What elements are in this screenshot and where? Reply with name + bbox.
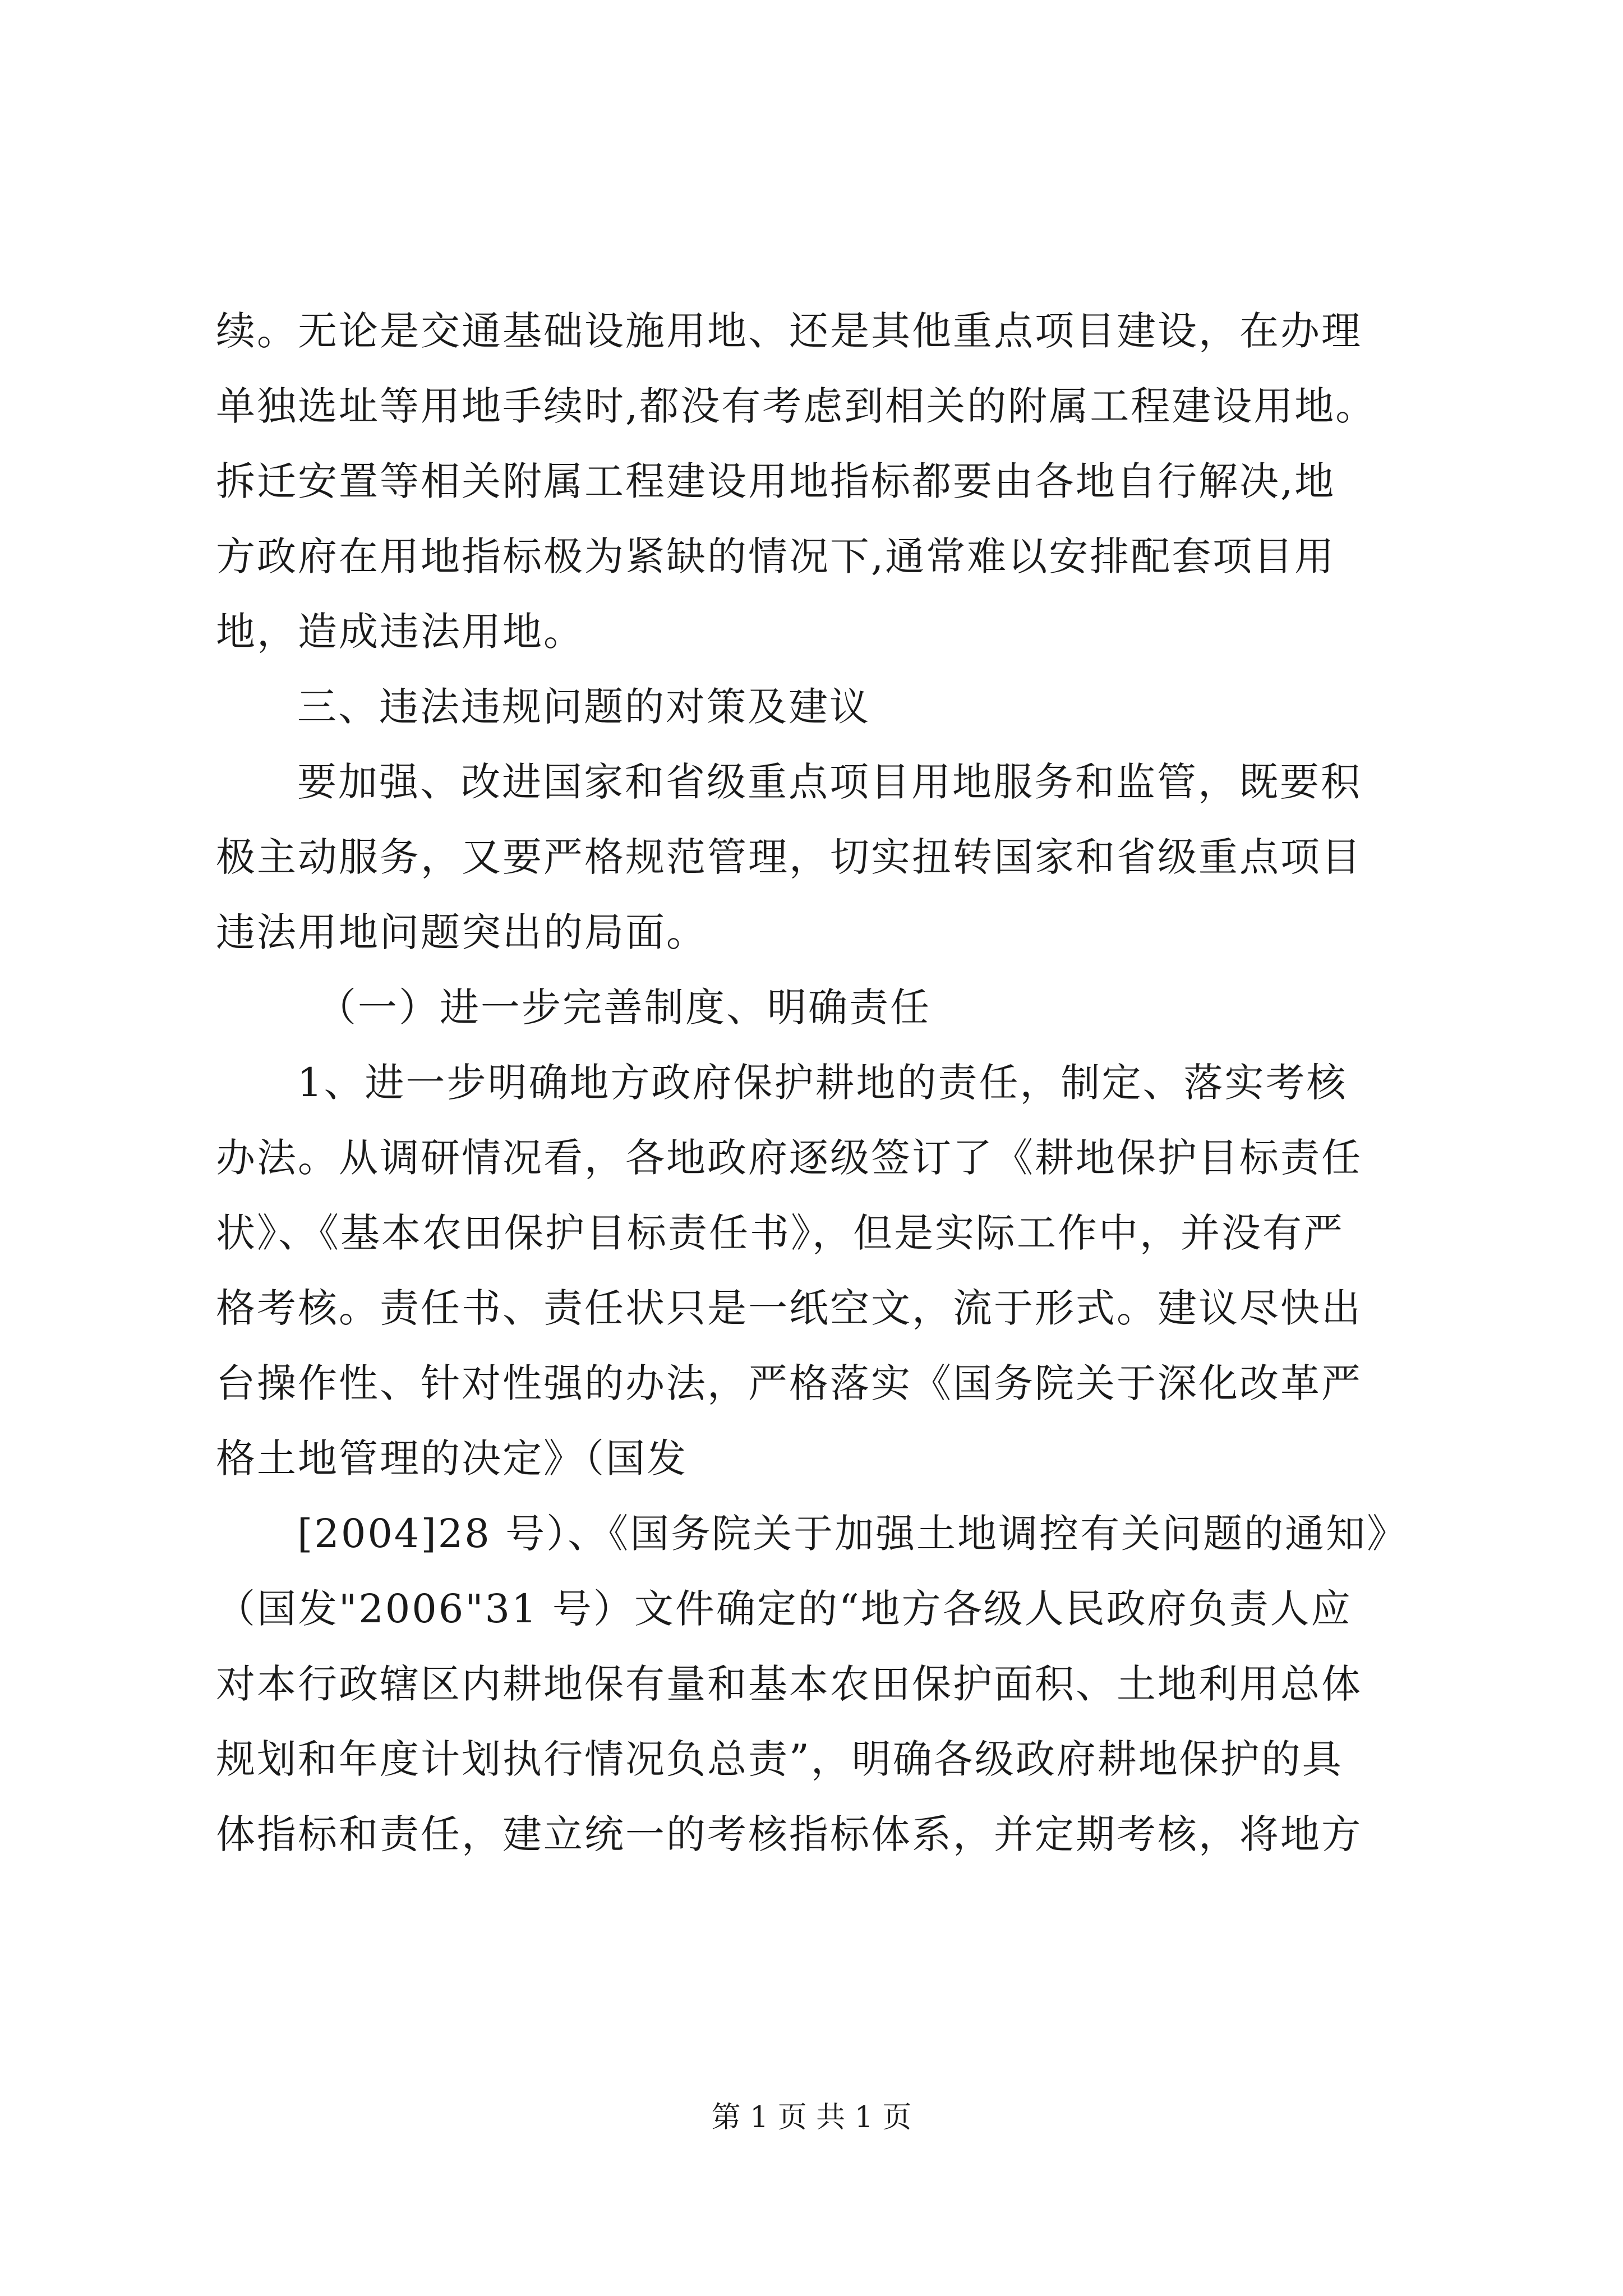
subsection-heading: （一）进一步完善制度、明确责任 (317, 984, 931, 1030)
paragraph-line: 状》、《基本农田保护目标责任书》，但是实际工作中，并没有严 (216, 1210, 1344, 1256)
paragraph-line: 1、进一步明确地方政府保护耕地的责任，制定、落实考核 (297, 1060, 1348, 1106)
paragraph-line: 单独选址等用地手续时,都没有考虑到相关的附属工程建设用地。 (216, 383, 1377, 429)
paragraph-line: （国发"2006"31 号）文件确定的“地方各级人民政府负责人应 (216, 1586, 1352, 1632)
page-number-footer: 第 1 页 共 1 页 (711, 2101, 912, 2134)
paragraph-line: 规划和年度计划执行情况负总责”，明确各级政府耕地保护的具 (216, 1736, 1343, 1782)
paragraph-line: 地，造成违法用地。 (216, 609, 584, 655)
paragraph-line: 方政府在用地指标极为紧缺的情况下,通常难以安排配套项目用 (216, 533, 1336, 579)
paragraph-line: 极主动服务，又要严格规范管理，切实扭转国家和省级重点项目 (216, 834, 1362, 880)
paragraph-line: 格土地管理的决定》（国发 (216, 1435, 688, 1481)
paragraph-line: 办法。从调研情况看，各地政府逐级签订了《耕地保护目标责任 (216, 1135, 1362, 1181)
paragraph-line: 续。无论是交通基础设施用地、还是其他重点项目建设，在办理 (216, 308, 1362, 354)
section-heading: 三、违法违规问题的对策及建议 (297, 684, 870, 730)
paragraph-line: 对本行政辖区内耕地保有量和基本农田保护面积、土地利用总体 (216, 1661, 1362, 1707)
paragraph-line: 体指标和责任，建立统一的考核指标体系，并定期考核，将地方 (216, 1811, 1362, 1857)
paragraph-line: [2004]28 号）、《国务院关于加强土地调控有关问题的通知》 (297, 1511, 1408, 1557)
paragraph-line: 格考核。责任书、责任状只是一纸空文，流于形式。建议尽快出 (216, 1285, 1362, 1331)
paragraph-line: 要加强、改进国家和省级重点项目用地服务和监管，既要积 (297, 759, 1362, 805)
paragraph-line: 拆迁安置等相关附属工程建设用地指标都要由各地自行解决,地 (216, 458, 1336, 504)
paragraph-line: 违法用地问题突出的局面。 (216, 909, 707, 955)
paragraph-line: 台操作性、针对性强的办法，严格落实《国务院关于深化改革严 (216, 1360, 1362, 1406)
